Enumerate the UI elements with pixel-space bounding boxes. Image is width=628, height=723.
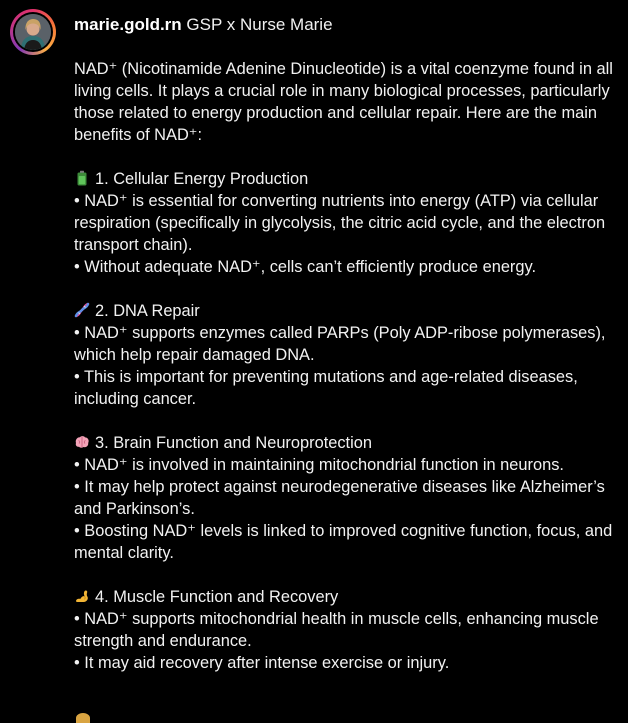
battery-icon — [74, 170, 90, 186]
section-bullet: • NAD⁺ supports mitochondrial health in muscle cells, enhancing muscle strength and endurance. — [74, 610, 599, 650]
avatar-photo — [15, 14, 51, 50]
next-section-icon — [76, 713, 90, 723]
section-bullet: • It may aid recovery after intense exercise or injury. — [74, 654, 450, 672]
section-bullet: • NAD⁺ is involved in maintaining mitochondrial function in neurons. — [74, 456, 564, 474]
username-link[interactable]: marie.gold.rn — [74, 15, 182, 34]
section-bullet: • Boosting NAD⁺ levels is linked to improved cognitive function, focus, and mental clarity. — [74, 522, 613, 562]
section-heading: 1. Cellular Energy Production — [74, 168, 614, 190]
section-bullet: • This is important for preventing mutations and age-related diseases, including cancer. — [74, 368, 578, 408]
caption-intro: NAD⁺ (Nicotinamide Adenine Dinucleotide) is a vital coenzyme found in all living cells. It plays a crucial role in many biological processes, particularly those related to energy production and cellular repair. Here are the main benefits of NAD⁺: — [74, 60, 613, 144]
section-heading: 4. Muscle Function and Recovery — [74, 586, 614, 608]
section-bullet: • NAD⁺ is essential for converting nutrients into energy (ATP) via cellular respiration (specifically in glycolysis, the citric acid cycle, and the electron transport chain). — [74, 192, 606, 254]
section-bullet: • It may help protect against neurodegenerative diseases like Alzheimer’s and Parkinson’s. — [74, 478, 605, 518]
section-bullet: • Without adequate NAD⁺, cells can’t efficiently produce energy. — [74, 258, 537, 276]
post-header — [74, 14, 333, 36]
section-bullet: • NAD⁺ supports enzymes called PARPs (Poly ADP-ribose polymerases), which help repair damaged DNA. — [74, 324, 606, 364]
section-heading: 2. DNA Repair — [74, 300, 614, 322]
dna-icon — [74, 302, 90, 318]
section-heading: 3. Brain Function and Neuroprotection — [74, 432, 614, 454]
avatar[interactable] — [10, 9, 56, 55]
flexed-biceps-icon — [74, 588, 90, 604]
post-subtitle: GSP x Nurse Marie — [186, 15, 333, 34]
brain-icon — [74, 434, 90, 450]
caption-text — [74, 58, 614, 674]
